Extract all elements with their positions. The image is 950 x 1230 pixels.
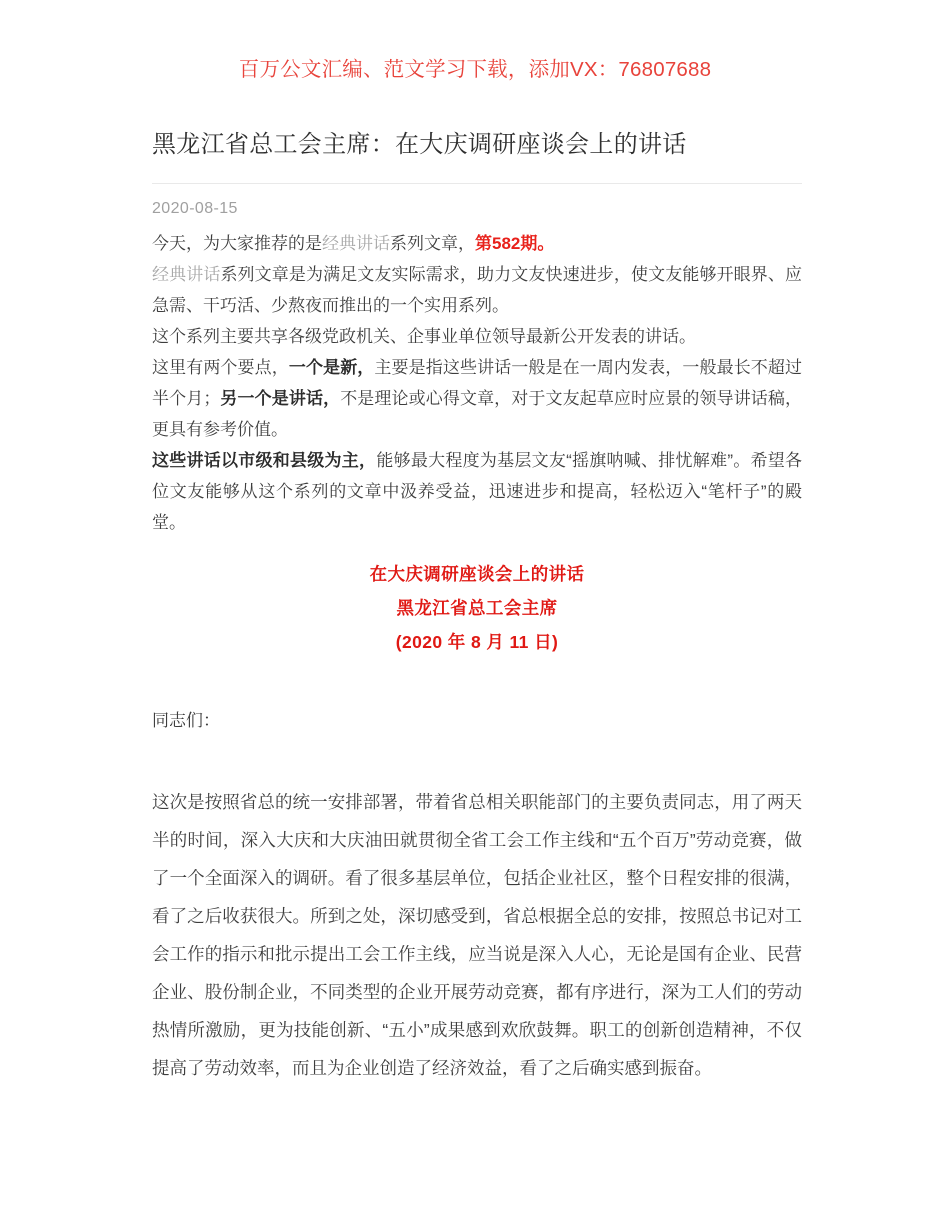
publish-date: 2020-08-15 bbox=[152, 200, 238, 217]
intro-line-recommend bbox=[152, 228, 802, 259]
intro-section bbox=[152, 228, 802, 538]
key-point-one-desc: 主要是指这些讲话一般是在一周内发表，一般最长不超过半个月； bbox=[152, 358, 803, 408]
speech-salutation: 同志们： bbox=[152, 711, 220, 730]
intro-key-points bbox=[152, 352, 802, 445]
page-title: 黑龙江省总工会主席：在大庆调研座谈会上的讲话 bbox=[152, 131, 687, 158]
intro-recommend-prefix: 今天，为大家推荐的是 bbox=[152, 234, 322, 253]
intro-recommend-suffix: 系列文章， bbox=[390, 234, 475, 253]
level-note-text: 能够最大程度为基层文友“摇旗呐喊、排忧解难”。希望各位文友能够从这个系列的文章中汲养受益，迅速进步和提高，轻松迈入“笔杆子”的殿堂。 bbox=[152, 451, 802, 532]
intro-series-purpose bbox=[152, 259, 802, 321]
speech-date: (2020 年 8 月 11 日) bbox=[395, 632, 559, 652]
document-content bbox=[152, 128, 802, 1087]
series-purpose-text: 系列文章是为满足文友实际需求，助力文友快速进步，使文友能够开眼界、应急需、干巧活、少熬夜而推出的一个实用系列。 bbox=[152, 265, 803, 315]
series-name-inline-1: 经典讲话 bbox=[322, 234, 390, 253]
intro-level-note bbox=[152, 445, 802, 538]
issue-number-badge: 第582期。 bbox=[475, 234, 555, 253]
series-name-inline-2: 经典讲话 bbox=[152, 265, 221, 284]
key-points-prefix: 这里有两个要点， bbox=[152, 358, 289, 377]
speech-header-block bbox=[152, 557, 802, 659]
speech-speaker: 黑龙江省总工会主席 bbox=[396, 598, 558, 618]
key-point-one: 一个是新， bbox=[288, 358, 375, 377]
level-note-emphasis: 这些讲话以市级和县级为主， bbox=[152, 451, 377, 470]
speech-paragraph-1: 这次是按照省总的统一安排部署，带着省总相关职能部门的主要负责同志，用了两天半的时间，深入大庆和大庆油田就贯彻全省工会工作主线和“五个百万”劳动竞赛，做了一个全面深入的调研。看了很多基层单位，包括企业社区，整个日程安排的很满，看了之后收获很大。所到之处，深切感受到，省总根据全总的安排，按照总书记对工会工作的指示和批示提出工会工作主线，应当说是深入人心，无论是国有企业、民营企业、股份制企业，不同类型的企业开展劳动竞赛，都有序进行，深为工人们的劳动热情所激励，更为技能创新、“五小”成果感到欢欣鼓舞。职工的创新创造精神，不仅提高了劳动效率，而且为企业创造了经济效益，看了之后确实感到振奋。 bbox=[152, 792, 802, 1078]
key-point-two: 另一个是讲话， bbox=[220, 389, 341, 408]
key-point-two-desc: 不是理论或心得文章，对于文友起草应时应景的领导讲话稿，更具有参考价值。 bbox=[152, 389, 803, 439]
speech-body bbox=[152, 783, 802, 1087]
title-divider bbox=[152, 183, 802, 184]
promo-banner: 百万公文汇编、范文学习下载，添加VX：76807688 bbox=[238, 58, 712, 81]
speech-title: 在大庆调研座谈会上的讲话 bbox=[369, 564, 585, 584]
intro-series-scope: 这个系列主要共享各级党政机关、企事业单位领导最新公开发表的讲话。 bbox=[152, 327, 696, 346]
